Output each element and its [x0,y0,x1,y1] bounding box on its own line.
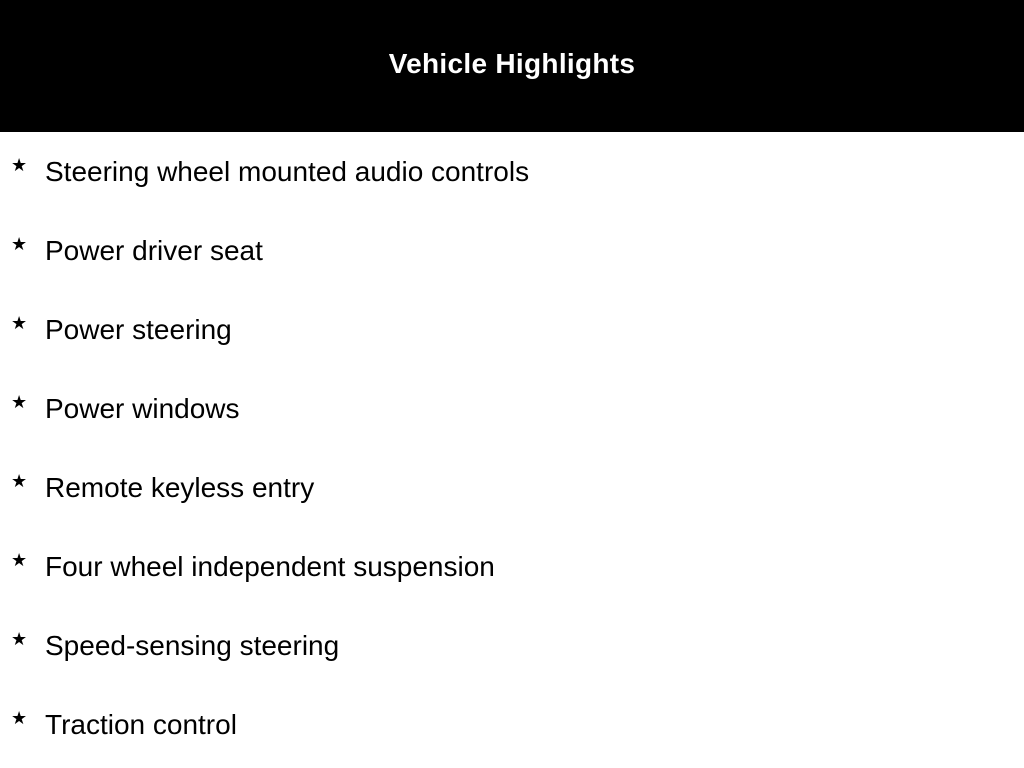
list-item [0,709,1024,749]
star-icon: ★ [11,234,28,255]
star-icon: ★ [11,550,28,571]
highlight-label: Power driver seat [45,235,263,266]
star-icon: ★ [11,708,28,729]
highlight-label: Traction control [45,709,237,740]
star-icon: ★ [11,155,28,176]
highlight-label: Steering wheel mounted audio controls [45,156,530,187]
list-item [0,393,1024,433]
header-bar [0,0,1024,132]
list-item [0,472,1024,512]
list-item [0,235,1024,275]
highlight-label: Speed-sensing steering [45,630,340,661]
highlight-label: Power windows [45,393,240,424]
highlight-label: Remote keyless entry [45,472,315,503]
list-item [0,630,1024,670]
star-icon: ★ [11,629,28,650]
highlight-label: Power steering [45,314,232,345]
highlight-label: Four wheel independent suspension [45,551,495,582]
star-icon: ★ [11,392,28,413]
list-item [0,314,1024,354]
star-icon: ★ [11,471,28,492]
star-icon: ★ [11,313,28,334]
page-title: Vehicle Highlights [388,48,636,79]
list-item [0,156,1024,196]
list-item [0,551,1024,591]
